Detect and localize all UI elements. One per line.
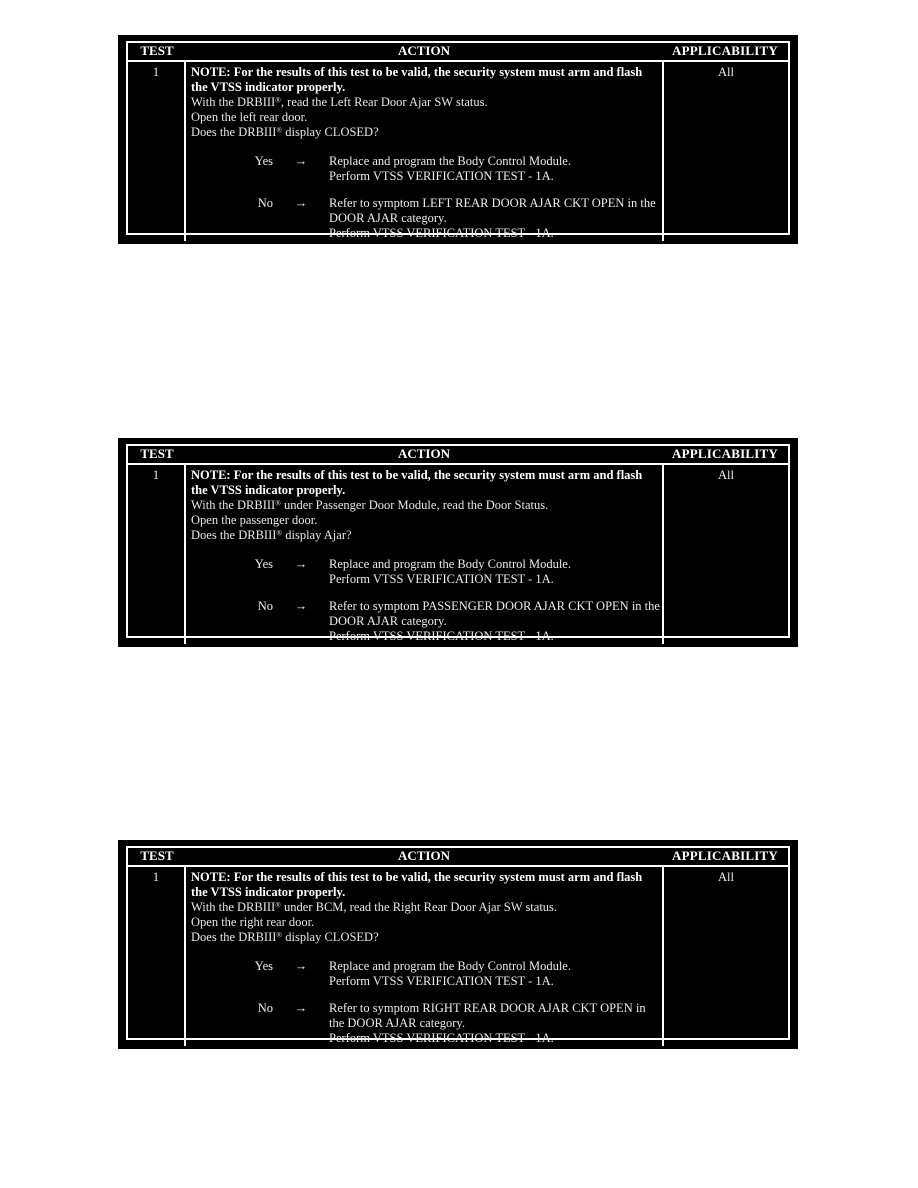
step-line: Does the DRBIII® display CLOSED? xyxy=(191,125,379,139)
column-header-action: ACTION xyxy=(397,848,450,863)
yes-result-text xyxy=(329,959,660,989)
column-header-applicability: APPLICABILITY xyxy=(672,848,778,863)
step-line: Does the DRBIII® display CLOSED? xyxy=(191,930,379,944)
step-line: With the DRBIII® under BCM, read the Right Rear Door Ajar SW status. xyxy=(191,900,558,914)
result-line: Perform VTSS VERIFICATION TEST - 1A. xyxy=(329,629,554,643)
action-cell xyxy=(186,867,664,1046)
result-line: Perform VTSS VERIFICATION TEST - 1A. xyxy=(329,169,554,183)
table-header-row xyxy=(128,848,788,867)
result-line: Refer to symptom LEFT REAR DOOR AJAR CKT OPEN in the DOOR AJAR category. xyxy=(329,196,656,225)
diagnostic-table-left-rear-door xyxy=(118,35,798,244)
column-header-test: TEST xyxy=(140,43,174,58)
no-result-text xyxy=(329,196,660,241)
arrow-right-icon: → xyxy=(294,959,308,973)
action-cell xyxy=(186,62,664,241)
table-frame xyxy=(126,41,790,240)
step-line: Open the left rear door. xyxy=(191,110,308,124)
no-label: No xyxy=(257,196,273,210)
test-number-cell: 1 xyxy=(128,867,186,1046)
yes-label: Yes xyxy=(254,557,273,571)
yes-label: Yes xyxy=(254,154,273,168)
applicability-cell: All xyxy=(718,65,734,79)
result-line: Refer to symptom PASSENGER DOOR AJAR CKT OPEN in the DOOR AJAR category. xyxy=(329,599,660,628)
arrow-right-icon: → xyxy=(294,1001,308,1015)
applicability-cell: All xyxy=(718,468,734,482)
result-line: Perform VTSS VERIFICATION TEST - 1A. xyxy=(329,974,554,988)
table-body-row xyxy=(128,867,788,1046)
column-header-test: TEST xyxy=(140,446,174,461)
applicability-cell: All xyxy=(718,870,734,884)
yes-branch xyxy=(191,557,660,587)
table-header-row xyxy=(128,446,788,465)
table-body-row xyxy=(128,62,788,241)
step-line: Open the passenger door. xyxy=(191,513,318,527)
no-branch xyxy=(191,196,660,241)
no-branch xyxy=(191,1001,660,1046)
note-text: NOTE: For the results of this test to be valid, the security system must arm and flash the VTSS indicator properly. xyxy=(191,468,643,497)
table-frame xyxy=(126,444,790,643)
arrow-right-icon: → xyxy=(294,196,308,210)
column-header-action: ACTION xyxy=(397,43,450,58)
table-header-row xyxy=(128,43,788,62)
no-branch xyxy=(191,599,660,644)
step-line: Open the right rear door. xyxy=(191,915,315,929)
result-line: Refer to symptom RIGHT REAR DOOR AJAR CKT OPEN in the DOOR AJAR category. xyxy=(329,1001,646,1030)
yes-label: Yes xyxy=(254,959,273,973)
arrow-right-icon: → xyxy=(294,599,308,613)
step-line: With the DRBIII® under Passenger Door Module, read the Door Status. xyxy=(191,498,549,512)
arrow-right-icon: → xyxy=(294,557,308,571)
step-line: Does the DRBIII® display Ajar? xyxy=(191,528,352,542)
column-header-test: TEST xyxy=(140,848,174,863)
no-result-text xyxy=(329,1001,660,1046)
column-header-applicability: APPLICABILITY xyxy=(672,446,778,461)
step-line: With the DRBIII®, read the Left Rear Door Ajar SW status. xyxy=(191,95,488,109)
table-body-row xyxy=(128,465,788,644)
note-text: NOTE: For the results of this test to be valid, the security system must arm and flash the VTSS indicator properly. xyxy=(191,65,643,94)
column-header-applicability: APPLICABILITY xyxy=(672,43,778,58)
table-frame xyxy=(126,846,790,1045)
no-label: No xyxy=(257,1001,273,1015)
action-cell xyxy=(186,465,664,644)
result-line: Perform VTSS VERIFICATION TEST - 1A. xyxy=(329,572,554,586)
result-line: Replace and program the Body Control Module. xyxy=(329,154,571,168)
result-line: Perform VTSS VERIFICATION TEST - 1A. xyxy=(329,1031,554,1045)
result-line: Replace and program the Body Control Module. xyxy=(329,959,571,973)
test-number-cell: 1 xyxy=(128,62,186,241)
diagnostic-table-passenger-door xyxy=(118,438,798,647)
result-line: Replace and program the Body Control Module. xyxy=(329,557,571,571)
yes-branch xyxy=(191,959,660,989)
diagnostic-table-right-rear-door xyxy=(118,840,798,1049)
yes-result-text xyxy=(329,557,660,587)
column-header-action: ACTION xyxy=(397,446,450,461)
no-result-text xyxy=(329,599,660,644)
arrow-right-icon: → xyxy=(294,154,308,168)
yes-branch xyxy=(191,154,660,184)
result-line: Perform VTSS VERIFICATION TEST - 1A. xyxy=(329,226,554,240)
no-label: No xyxy=(257,599,273,613)
yes-result-text xyxy=(329,154,660,184)
note-text: NOTE: For the results of this test to be valid, the security system must arm and flash the VTSS indicator properly. xyxy=(191,870,643,899)
test-number-cell: 1 xyxy=(128,465,186,644)
